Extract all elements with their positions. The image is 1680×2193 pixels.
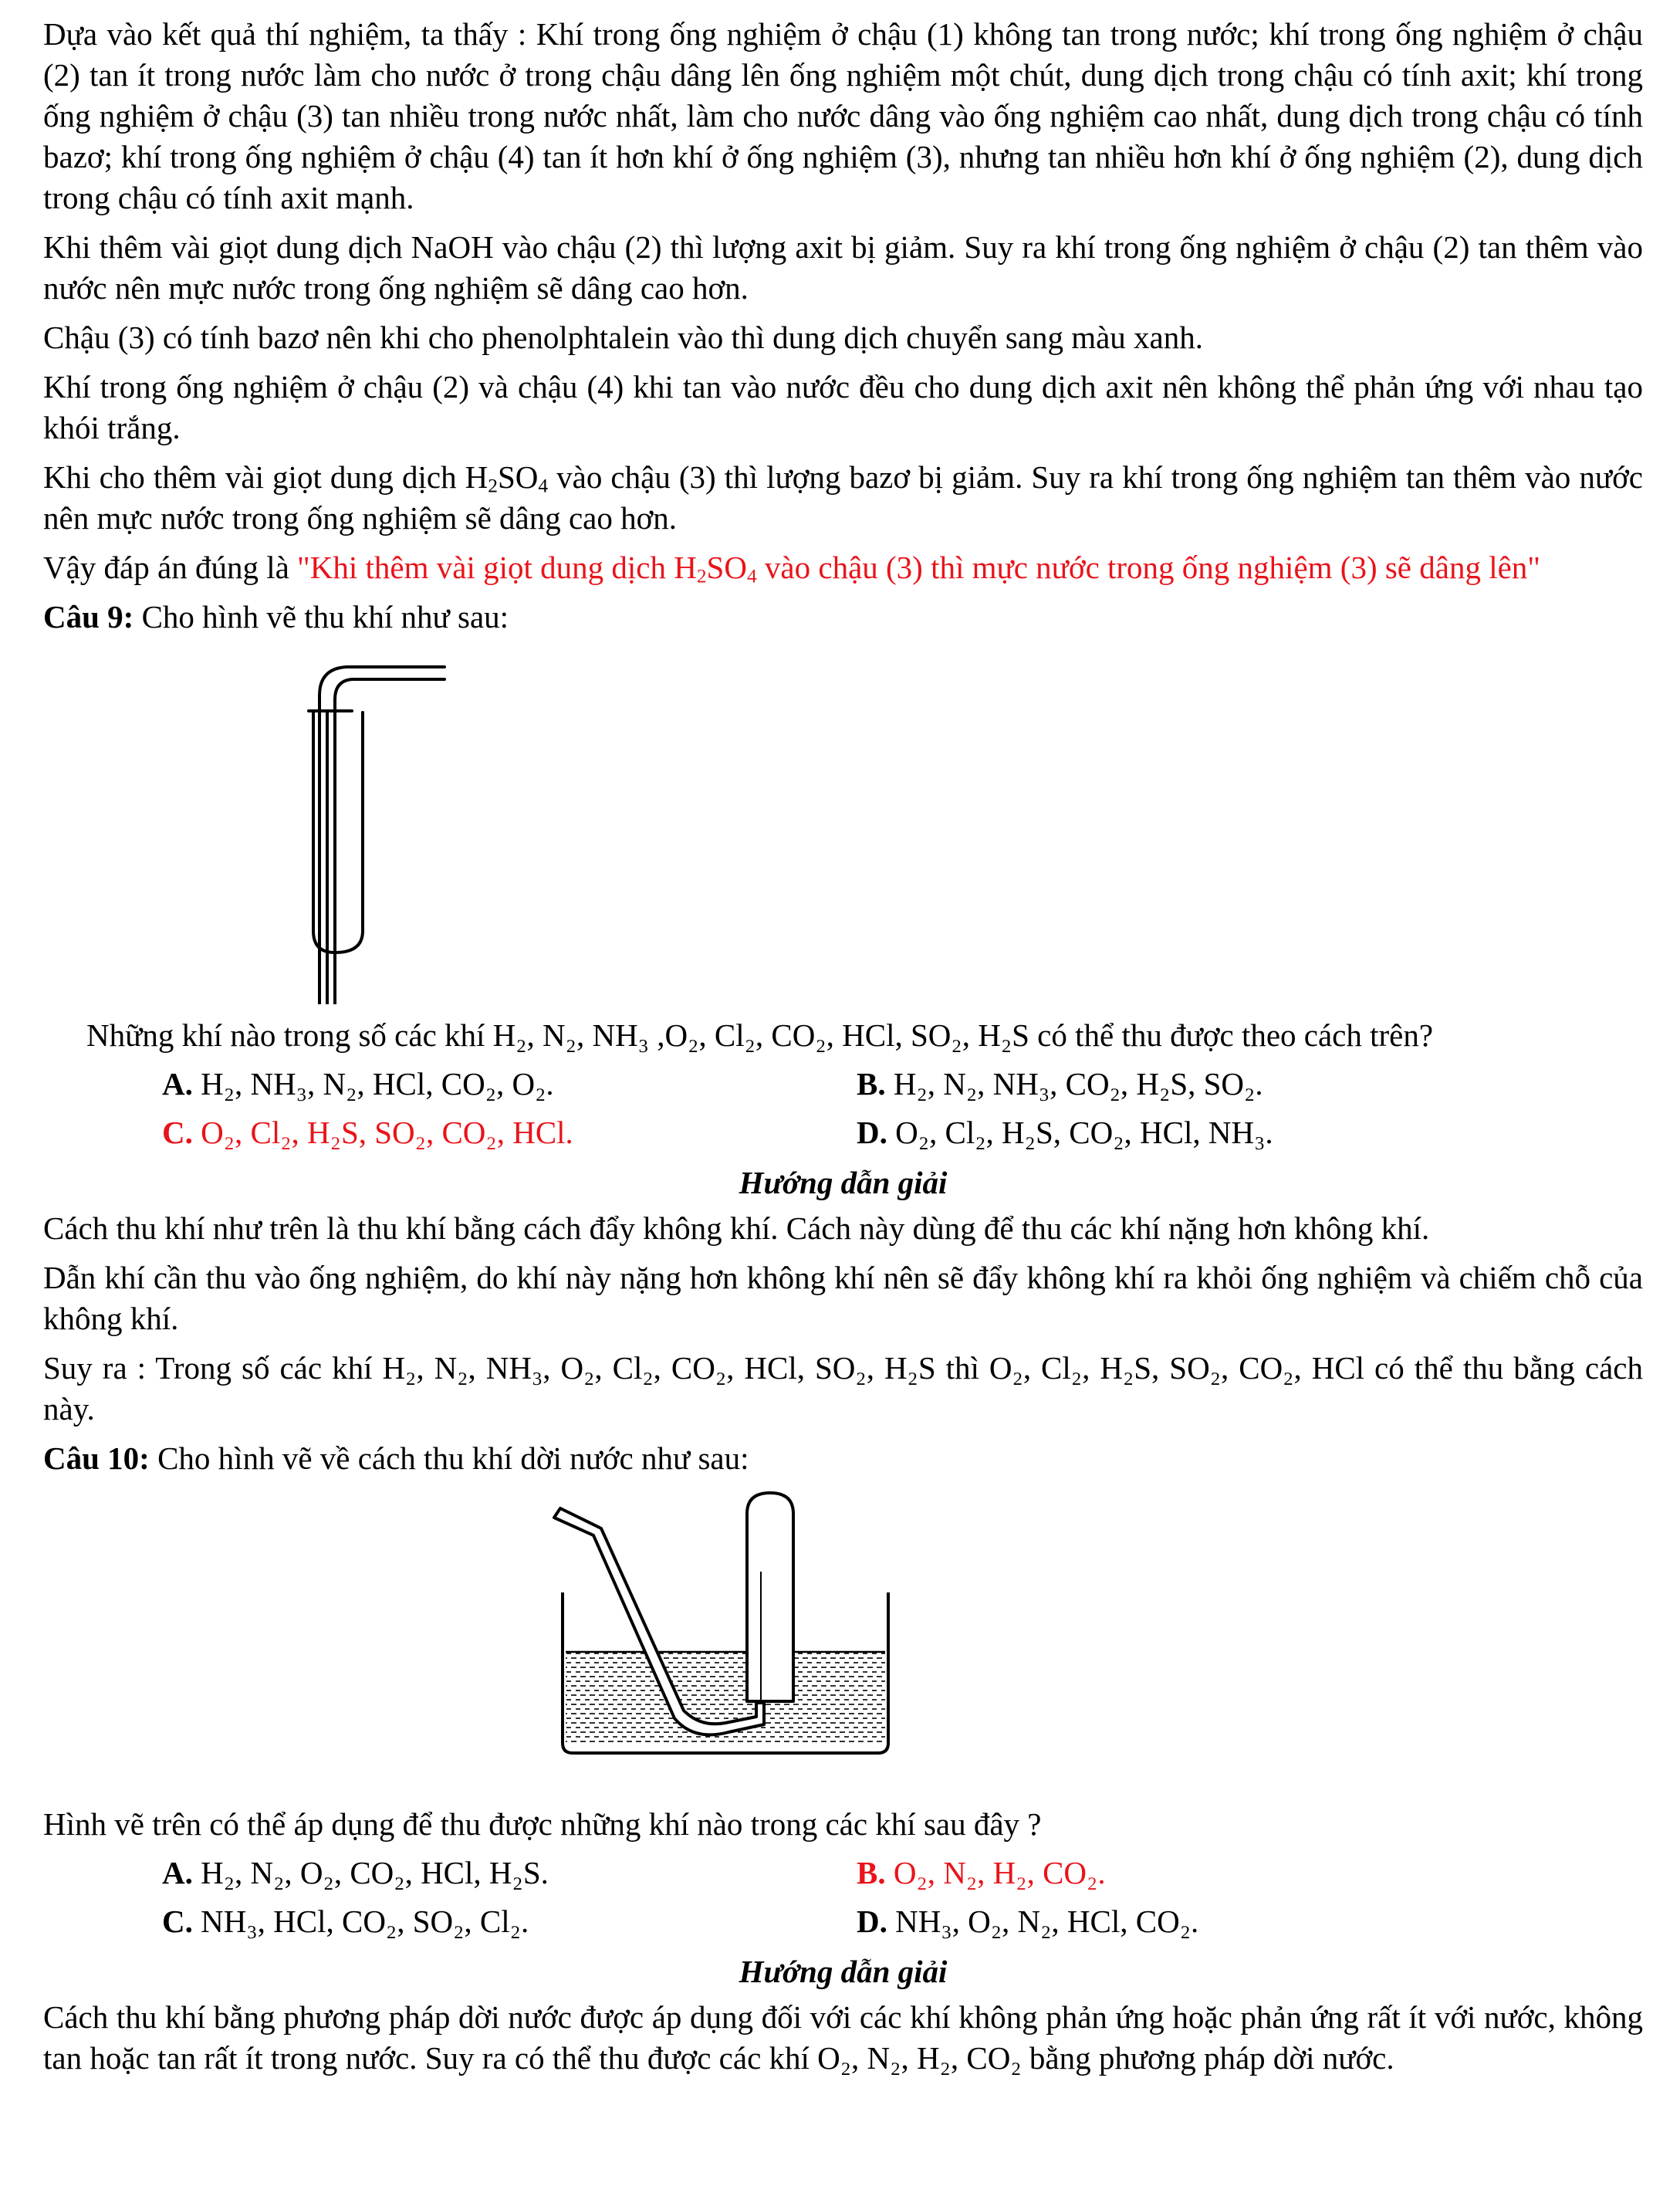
option-c-correct[interactable]: C. O₂, Cl₂, H₂S, SO₂, CO₂, HCl.	[162, 1115, 573, 1150]
paragraph: Dựa vào kết quả thí nghiệm, ta thấy : Khí trong ống nghiệm ở chậu (1) không tan trong nước; khí trong ống nghiệm ở chậu (2) tan ít trong nước làm cho nước ở trong chậu dâng lên ống nghiệm một chút, dung dịch trong chậu có tính axit; khí trong ống nghiệm ở chậu (3) tan nhiều trong nước nhất, làm cho nước dâng vào ống nghiệm cao nhất, dung dịch trong chậu có tính bazơ; khí trong ống nghiệm ở chậu (4) tan ít hơn khí ở ống nghiệm (3), nhưng tan nhiều hơn khí ở ống nghiệm (2), dung dịch trong chậu có tính axit mạnh.	[43, 16, 1643, 215]
document-page	[43, 14, 1643, 2079]
option-b-correct[interactable]: B. O₂, N₂, H₂, CO₂.	[857, 1855, 1106, 1890]
option-b[interactable]: B. H₂, N₂, NH₃, CO₂, H₂S, SO₂.	[857, 1066, 1263, 1102]
correct-answer-text: "Khi thêm vài giọt dung dịch $H_2SO_4$ vào chậu (3) thì mực nước trong ống nghiệm (3) sẽ dâng lên"	[297, 550, 1541, 587]
paragraph: Chậu (3) có tính bazơ nên khi cho phenolphtalein vào thì dung dịch chuyển sang màu xanh.	[43, 320, 1204, 355]
option-a[interactable]: A. H₂, NH₃, N₂, HCl, CO₂, O₂.	[162, 1066, 554, 1102]
question-9-title: Câu 9: Cho hình vẽ thu khí như sau:	[43, 599, 509, 635]
options-row	[43, 1853, 1643, 1901]
water-displacement-diagram	[43, 1479, 1643, 1795]
paragraph: Khi thêm vài giọt dung dịch NaOH vào chậu (2) thì lượng axit bị giảm. Suy ra khí trong ống nghiệm ở chậu (2) tan thêm vào nước nên mực nước trong ống nghiệm sẽ dâng cao hơn.	[43, 229, 1643, 306]
paragraph: Khi cho thêm vài giọt dung dịch $H_2SO_4$ vào chậu (3) thì lượng bazơ bị giảm. Suy ra khí trong ống nghiệm tan thêm vào nước nên mực nước trong ống nghiệm sẽ dâng cao hơn.	[43, 459, 1643, 536]
option-d[interactable]: D. O₂, Cl₂, H₂S, CO₂, HCl, NH₃.	[857, 1115, 1273, 1150]
question-9-stem: Những khí nào trong số các khí H₂, N₂, NH₃ ,O₂, Cl₂, CO₂, HCl, SO₂, H₂S có thể thu được theo cách trên?	[86, 1017, 1434, 1053]
question-10-title: Câu 10: Cho hình vẽ về cách thu khí dời nước như sau:	[43, 1440, 749, 1476]
paragraph: Suy ra : Trong số các khí H₂, N₂, NH₃, O₂, Cl₂, CO₂, HCl, SO₂, H₂S thì O₂, Cl₂, H₂S, SO₂, CO₂, HCl có thể thu bằng cách này.	[43, 1350, 1643, 1426]
option-a[interactable]: A. H₂, N₂, O₂, CO₂, HCl, H₂S.	[162, 1855, 549, 1890]
paragraph: Cách thu khí như trên là thu khí bằng cách đẩy không khí. Cách này dùng để thu các khí nặng hơn không khí.	[43, 1210, 1430, 1246]
option-c[interactable]: C. NH₃, HCl, CO₂, SO₂, Cl₂.	[162, 1904, 529, 1939]
options-row	[43, 1901, 1643, 1950]
solution-heading: Hướng dẫn giải	[739, 1165, 948, 1200]
options-row	[43, 1112, 1643, 1161]
paragraph: Khí trong ống nghiệm ở chậu (2) và chậu (4) khi tan vào nước đều cho dung dịch axit nên không thể phản ứng với nhau tạo khói trắng.	[43, 369, 1643, 445]
option-d[interactable]: D. NH₃, O₂, N₂, HCl, CO₂.	[857, 1904, 1199, 1939]
solution-heading: Hướng dẫn giải	[739, 1954, 948, 1989]
paragraph: Dẫn khí cần thu vào ống nghiệm, do khí này nặng hơn không khí nên sẽ đẩy không khí ra khỏi ống nghiệm và chiếm chỗ của không khí.	[43, 1260, 1643, 1336]
paragraph: Cách thu khí bằng phương pháp dời nước được áp dụng đối với các khí không phản ứng hoặc phản ứng rất ít với nước, không tan hoặc tan rất ít trong nước. Suy ra có thể thu được các khí O₂, N₂, H₂, CO₂ bằng phương pháp dời nước.	[43, 1999, 1643, 2076]
options-row	[43, 1064, 1643, 1112]
answer-paragraph: Vậy đáp án đúng là "Khi thêm vài giọt dung dịch $H_2SO_4$ vào chậu (3) thì mực nước trong ống nghiệm (3) sẽ dâng lên"	[43, 550, 1541, 587]
air-displacement-diagram	[43, 638, 1643, 1004]
question-10-stem: Hình vẽ trên có thể áp dụng để thu được những khí nào trong các khí sau đây ?	[43, 1806, 1042, 1842]
